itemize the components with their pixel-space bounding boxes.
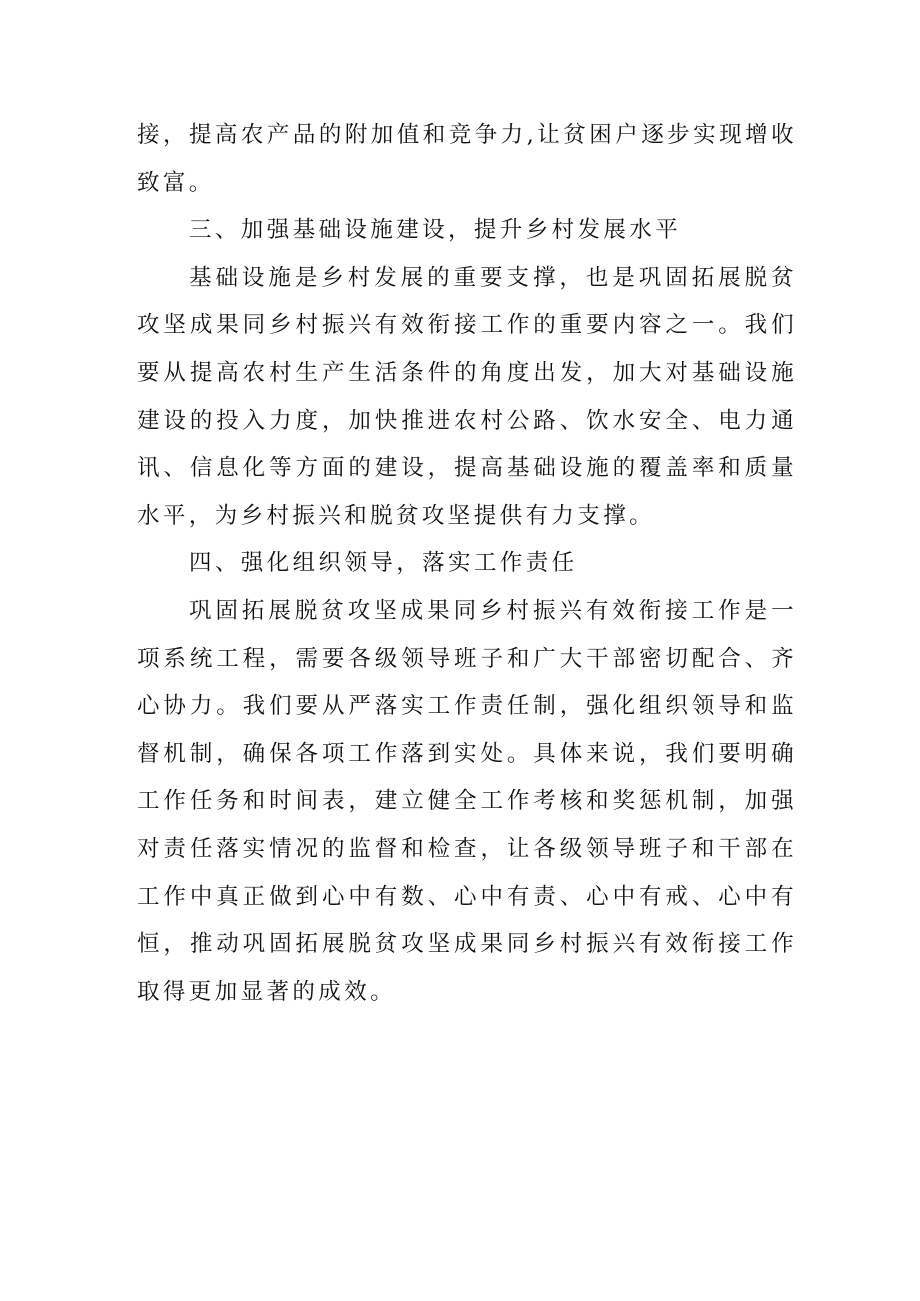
section-3-paragraph: 基础设施是乡村发展的重要支撑，也是巩固拓展脱贫攻坚成果同乡村振兴有效衔接工作的重要内容之一。我们要从提高农村生产生活条件的角度出发，加大对基础设施建设的投入力度，加快推进农村公路、饮水安全、电力通讯、信息化等方面的建设，提高基础设施的覆盖率和质量水平，为乡村振兴和脱贫攻坚提供有力支撑。 bbox=[137, 264, 797, 529]
section-3-heading: 三、加强基础设施建设，提升乡村发展水平 bbox=[189, 217, 682, 244]
section-4-paragraph: 巩固拓展脱贫攻坚成果同乡村振兴有效衔接工作是一项系统工程，需要各级领导班子和广大干部密切配合、齐心协力。我们要从严落实工作责任制，强化组织领导和监督机制，确保各项工作落到实处。具体来说，我们要明确工作任务和时间表，建立健全工作考核和奖惩机制，加强对责任落实情况的监督和检查，让各级领导班子和干部在工作中真正做到心中有数、心中有责、心中有戒、心中有恒，推动巩固拓展脱贫攻坚成果同乡村振兴有效衔接工作取得更加显著的成效。 bbox=[137, 597, 797, 1005]
continuation-paragraph: 接，提高农产品的附加值和竞争力,让贫困户逐步实现增收致富。 bbox=[137, 122, 797, 196]
section-4-heading: 四、强化组织领导，落实工作责任 bbox=[189, 550, 578, 577]
document-content bbox=[137, 112, 797, 1016]
